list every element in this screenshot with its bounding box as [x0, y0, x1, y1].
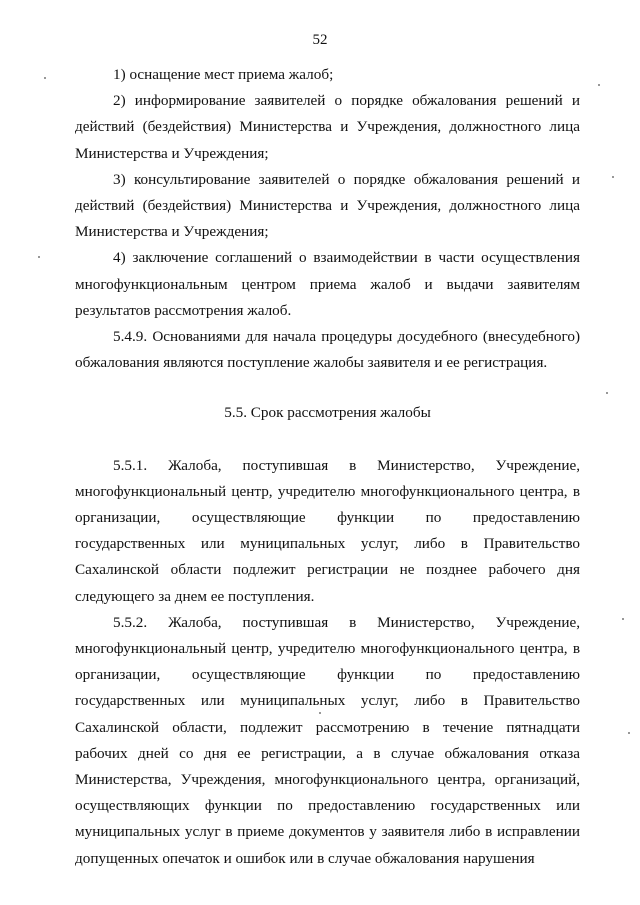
paragraph-item-4: 4) заключение соглашений о взаимодействии в части осуществления многофункциональным центром приема жалоб и выдачи заявителям результатов рассмотрения жалоб.: [75, 249, 580, 319]
scan-speck: [622, 618, 624, 620]
paragraph-item-1: 1) оснащение мест приема жалоб;: [113, 66, 334, 83]
scan-speck: [612, 176, 614, 178]
scan-speck: [44, 77, 46, 79]
paragraph-5-5-2: 5.5.2. Жалоба, поступившая в Министерство, Учреждение, многофункциональный центр, учредителю многофункционального центра, в организации, осуществляющие функции по предоставлению государственных или муниципальных услуг, либо в Правительство Сахалинской области, подлежит рассмотрению в течение пятнадцати рабочих дней со дня ее регистрации, а в случае обжалования отказа Министерства, Учреждения, многофункционального центра, организаций, осуществляющих функции по предоставлению государственных или муниципальных услуг в приеме документов у заявителя либо в исправлении допущенных опечаток и ошибок или в случае обжалования нарушения: [75, 613, 580, 867]
page-number: 52: [312, 32, 328, 48]
scan-speck: [628, 732, 630, 734]
scan-speck: [319, 712, 321, 714]
scan-speck: [606, 392, 608, 394]
section-heading: 5.5. Срок рассмотрения жалобы: [224, 404, 431, 422]
paragraph-5-4-9: 5.4.9. Основаниями для начала процедуры досудебного (внесудебного) обжалования являются поступление жалобы заявителя и ее регистрация.: [75, 328, 580, 372]
paragraph-5-5-1: 5.5.1. Жалоба, поступившая в Министерство, Учреждение, многофункциональный центр, учредителю многофункционального центра, в организации, осуществляющие функции по предоставлению государственных или муниципальных услуг, либо в Правительство Сахалинской области подлежит регистрации не позднее рабочего дня следующего за днем ее поступления.: [75, 456, 580, 605]
scan-speck: [38, 256, 40, 258]
scan-speck: [598, 84, 600, 86]
paragraph-item-3: 3) консультирование заявителей о порядке обжалования решений и действий (бездействия) Министерства и Учреждения, должностного лица Министерства и Учреждения;: [75, 170, 580, 241]
document-body: [75, 62, 580, 872]
paragraph-item-2: 2) информирование заявителей о порядке обжалования решений и действий (бездействия) Министерства и Учреждения, должностного лица Министерства и Учреждения;: [75, 92, 580, 162]
